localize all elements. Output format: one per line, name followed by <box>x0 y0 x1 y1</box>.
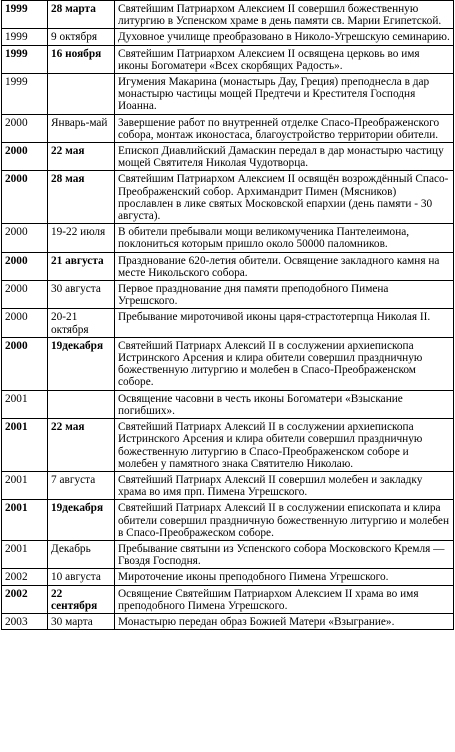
event-cell: Освящение Святейшим Патриархом Алексием II храма во имя преподобного Пимена Угрешского. <box>115 585 454 613</box>
date-cell: 22 мая <box>48 419 115 472</box>
event-cell: Святейшим Патриархом Алексием II освящён возрождённый Спасо-Преображенский собор. Архимандрит Пимен (Мясников) прославлен в лике святых Московской епархии (день памяти - 30 августа). <box>115 171 454 224</box>
date-cell: 30 марта <box>48 613 115 629</box>
year-cell: 1999 <box>2 29 48 45</box>
year-cell: 2000 <box>2 309 48 337</box>
table-row <box>2 500 454 541</box>
table-row <box>2 114 454 142</box>
date-cell: Январь-май <box>48 114 115 142</box>
table-row <box>2 569 454 585</box>
table-row <box>2 45 454 73</box>
table-row <box>2 419 454 472</box>
table-row <box>2 540 454 568</box>
date-cell: 19декабря <box>48 500 115 541</box>
table-row <box>2 29 454 45</box>
year-cell: 2001 <box>2 471 48 499</box>
event-cell: Празднование 620-летия обители. Освящение закладного камня на месте Никольского собора. <box>115 252 454 280</box>
chronology-table <box>1 0 454 630</box>
year-cell: 2000 <box>2 281 48 309</box>
table-row <box>2 224 454 252</box>
year-cell: 2001 <box>2 540 48 568</box>
year-cell: 2000 <box>2 171 48 224</box>
event-cell: Духовное училище преобразовано в Николо-Угрешскую семинарию. <box>115 29 454 45</box>
table-row <box>2 143 454 171</box>
table-row <box>2 585 454 613</box>
date-cell: 9 октября <box>48 29 115 45</box>
event-cell: Святейшим Патриархом Алексием II освящена церковь во имя иконы Богоматери «Всех скорбящих Радость». <box>115 45 454 73</box>
date-cell: 22 сентября <box>48 585 115 613</box>
event-cell: Святейшим Патриархом Алексием II совершил божественную литургию в Успенском храме в день памяти св. Марии Египетской. <box>115 1 454 29</box>
year-cell: 2000 <box>2 114 48 142</box>
event-cell: В обители пребывали мощи великомученика Пантелеимона, поклониться которым пришло около 50000 паломников. <box>115 224 454 252</box>
date-cell: 10 августа <box>48 569 115 585</box>
year-cell: 2001 <box>2 500 48 541</box>
table-row <box>2 252 454 280</box>
event-cell: Мироточение иконы преподобного Пимена Угрешского. <box>115 569 454 585</box>
year-cell: 2001 <box>2 390 48 418</box>
event-cell: Епископ Диавлийский Дамаскин передал в дар монастырю частицу мощей Святителя Николая Чудотворца. <box>115 143 454 171</box>
date-cell: 16 ноября <box>48 45 115 73</box>
year-cell: 2000 <box>2 337 48 390</box>
year-cell: 2003 <box>2 613 48 629</box>
table-row <box>2 1 454 29</box>
year-cell: 2001 <box>2 419 48 472</box>
date-cell: 19декабря <box>48 337 115 390</box>
event-cell: Освящение часовни в честь иконы Богоматери «Взыскание погибших». <box>115 390 454 418</box>
date-cell: 20-21 октября <box>48 309 115 337</box>
event-cell: Пребывание мироточивой иконы царя-страстотерпца Николая II. <box>115 309 454 337</box>
event-cell: Пребывание святыни из Успенского собора Московского Кремля — Гвоздя Господня. <box>115 540 454 568</box>
year-cell: 1999 <box>2 74 48 115</box>
event-cell: Завершение работ по внутренней отделке Спасо-Преображенского собора, монтаж иконостаса, благоустройство территории обители. <box>115 114 454 142</box>
year-cell: 2002 <box>2 569 48 585</box>
date-cell: 30 августа <box>48 281 115 309</box>
table-row <box>2 390 454 418</box>
event-cell: Святейший Патриарх Алексий II в сослужении архиепископа Истринского Арсения и клира обители совершил праздничную божественную литургию и молебен в Спасо-Преображенском соборе. <box>115 337 454 390</box>
event-cell: Святейший Патриарх Алексий II совершил молебен и закладку храма во имя прп. Пимена Угрешского. <box>115 471 454 499</box>
table-row <box>2 74 454 115</box>
table-row <box>2 309 454 337</box>
year-cell: 2000 <box>2 224 48 252</box>
event-cell: Святейший Патриарх Алексий II в сослужении архиепископа Истринского Арсения и клира обители совершил праздничную божественную литургию в Спасо-Преображенском соборе и молебен у памятного знака Святителю Николаю. <box>115 419 454 472</box>
date-cell: 21 августа <box>48 252 115 280</box>
year-cell: 2002 <box>2 585 48 613</box>
table-row <box>2 337 454 390</box>
event-cell: Игумения Макарина (монастырь Дау, Греция) преподнесла в дар монастырю частицы мощей Предтечи и Крестителя Господня Иоанна. <box>115 74 454 115</box>
year-cell: 2000 <box>2 252 48 280</box>
event-cell: Монастырю передан образ Божией Матери «Взыграние». <box>115 613 454 629</box>
year-cell: 1999 <box>2 1 48 29</box>
date-cell: 19-22 июля <box>48 224 115 252</box>
table-row <box>2 171 454 224</box>
event-cell: Святейший Патриарх Алексий II в сослужении епископата и клира обители совершил праздничную божественную литургию и молебен в Спасо-Преображеском соборе. <box>115 500 454 541</box>
date-cell: 22 мая <box>48 143 115 171</box>
date-cell <box>48 390 115 418</box>
date-cell: 28 мая <box>48 171 115 224</box>
chronology-body <box>2 1 454 630</box>
table-row <box>2 613 454 629</box>
event-cell: Первое празднование дня памяти преподобного Пимена Угрешского. <box>115 281 454 309</box>
date-cell: 28 марта <box>48 1 115 29</box>
table-row <box>2 471 454 499</box>
date-cell: Декабрь <box>48 540 115 568</box>
year-cell: 2000 <box>2 143 48 171</box>
table-row <box>2 281 454 309</box>
date-cell: 7 августа <box>48 471 115 499</box>
date-cell <box>48 74 115 115</box>
year-cell: 1999 <box>2 45 48 73</box>
